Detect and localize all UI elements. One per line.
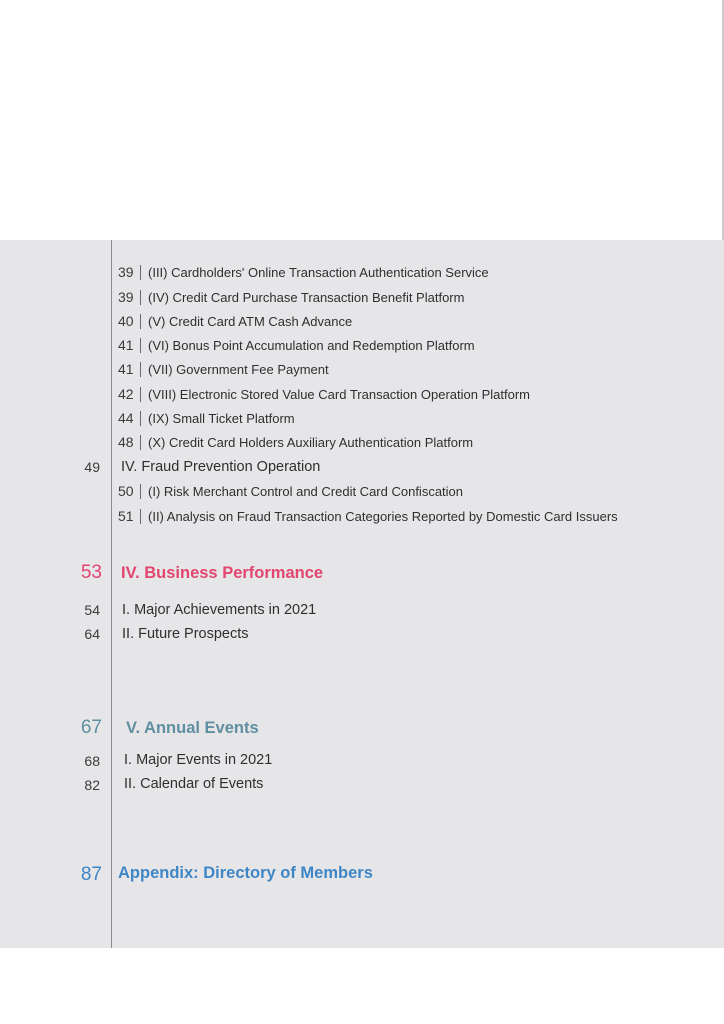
entry-text: (II) Analysis on Fraud Transaction Categories Reported by Domestic Card Issuers <box>148 508 618 524</box>
page-number: 49 <box>84 459 100 475</box>
page-number: 39 <box>118 264 134 280</box>
page-number: 48 <box>118 434 134 450</box>
separator <box>140 362 141 377</box>
section-page-number: 53 <box>80 562 102 583</box>
toc-item[interactable]: II. Future Prospects <box>122 626 249 642</box>
toc-subitem[interactable] <box>118 408 295 428</box>
separator <box>140 290 141 305</box>
separator <box>140 265 141 280</box>
entry-text: (IV) Credit Card Purchase Transaction Benefit Platform <box>148 289 465 305</box>
entry-text: (III) Cardholders' Online Transaction Authentication Service <box>148 264 489 280</box>
page-number: 41 <box>118 337 134 353</box>
separator <box>140 484 141 499</box>
toc-subitem[interactable] <box>118 384 530 404</box>
toc-subitem[interactable] <box>118 287 464 307</box>
entry-text: (V) Credit Card ATM Cash Advance <box>148 313 353 329</box>
page-number: 51 <box>118 508 134 524</box>
separator <box>140 314 141 329</box>
entry-text: (VII) Government Fee Payment <box>148 361 329 377</box>
toc-divider-line <box>111 240 112 948</box>
toc-item[interactable]: I. Major Events in 2021 <box>124 752 273 768</box>
separator <box>140 338 141 353</box>
section-title-annual-events[interactable]: V. Annual Events <box>126 719 259 737</box>
separator <box>140 387 141 402</box>
page-number: 41 <box>118 361 134 377</box>
page-number: 68 <box>84 753 100 769</box>
separator <box>140 435 141 450</box>
entry-text: (VIII) Electronic Stored Value Card Transaction Operation Platform <box>148 386 530 402</box>
entry-text: (X) Credit Card Holders Auxiliary Authentication Platform <box>148 434 474 450</box>
toc-subitem[interactable] <box>118 481 463 501</box>
entry-text: (I) Risk Merchant Control and Credit Card Confiscation <box>148 483 464 499</box>
toc-item[interactable]: I. Major Achievements in 2021 <box>122 602 317 618</box>
toc-subitem[interactable] <box>118 311 352 331</box>
toc-subitem[interactable] <box>118 506 618 526</box>
page-number: 50 <box>118 483 134 499</box>
section-title-appendix[interactable]: Appendix: Directory of Members <box>118 864 373 882</box>
separator <box>140 509 141 524</box>
toc-item-fraud-prevention[interactable]: IV. Fraud Prevention Operation <box>121 459 321 475</box>
entry-text: (VI) Bonus Point Accumulation and Redemption Platform <box>148 337 475 353</box>
page-number: 54 <box>84 602 100 618</box>
page-number: 39 <box>118 289 134 305</box>
entry-text: (IX) Small Ticket Platform <box>148 410 295 426</box>
page-number: 42 <box>118 386 134 402</box>
toc-subitem[interactable] <box>118 262 489 282</box>
toc-subitem[interactable] <box>118 359 329 379</box>
section-page-number: 87 <box>80 864 102 885</box>
page-number: 44 <box>118 410 134 426</box>
section-page-number: 67 <box>80 717 102 738</box>
page-number: 82 <box>84 777 100 793</box>
page-number: 40 <box>118 313 134 329</box>
separator <box>140 411 141 426</box>
toc-item[interactable]: II. Calendar of Events <box>124 776 264 792</box>
page-number: 64 <box>84 626 100 642</box>
toc-subitem[interactable] <box>118 335 475 355</box>
section-title-business-performance[interactable]: IV. Business Performance <box>121 564 324 582</box>
toc-subitem[interactable] <box>118 432 473 452</box>
